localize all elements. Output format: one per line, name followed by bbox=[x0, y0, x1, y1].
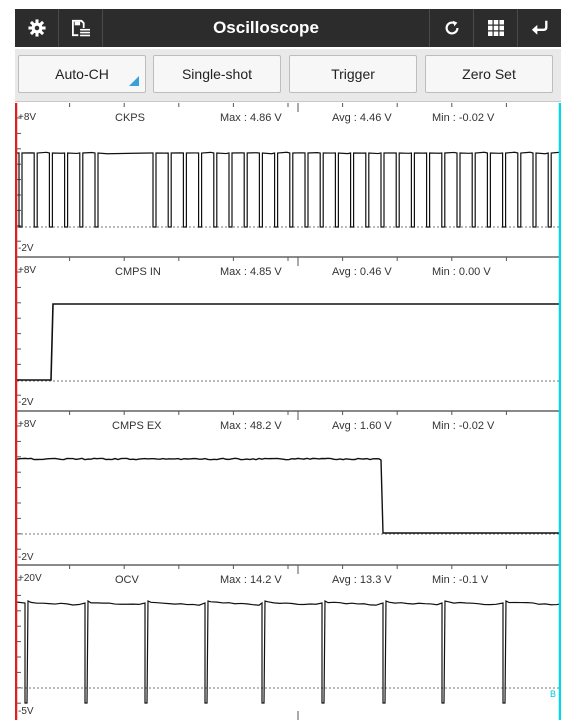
ch3-name: CMPS EX bbox=[112, 420, 162, 432]
cursor-b-label: B bbox=[550, 689, 557, 699]
ch2-min: Min : 0.00 V bbox=[432, 266, 491, 278]
ch3-avg: Avg : 1.60 V bbox=[332, 420, 392, 432]
save-button[interactable] bbox=[59, 9, 103, 47]
ch3-bottom-scale: -2V bbox=[18, 552, 34, 563]
zero-set-label: Zero Set bbox=[462, 66, 516, 82]
scope-area[interactable] bbox=[15, 103, 561, 720]
ch2-bottom-scale: -2V bbox=[18, 397, 34, 408]
ch2-max: Max : 4.85 V bbox=[220, 266, 282, 278]
auto-ch-button[interactable] bbox=[18, 55, 146, 93]
refresh-icon bbox=[443, 19, 461, 37]
ch3-max: Max : 48.2 V bbox=[220, 420, 282, 432]
back-button[interactable] bbox=[517, 9, 561, 47]
ch3-min: Min : -0.02 V bbox=[432, 420, 495, 432]
ch4-avg: Avg : 13.3 V bbox=[332, 574, 392, 586]
ch4-top-scale: +20V bbox=[18, 573, 42, 584]
ch2-top-scale: +8V bbox=[18, 265, 37, 276]
ch1-min: Min : -0.02 V bbox=[432, 112, 495, 124]
ch2-cmps-in-waveform bbox=[16, 304, 560, 380]
grid-button[interactable] bbox=[473, 9, 517, 47]
zero-baselines bbox=[17, 227, 559, 688]
title-bar bbox=[15, 9, 561, 47]
ch2-name: CMPS IN bbox=[115, 266, 161, 278]
ch4-name: OCV bbox=[115, 574, 139, 586]
auto-ch-label: Auto-CH bbox=[55, 66, 109, 82]
grid-icon bbox=[487, 19, 505, 37]
ch4-max: Max : 14.2 V bbox=[220, 574, 282, 586]
ch3-top-scale: +8V bbox=[18, 419, 37, 430]
control-button-row bbox=[15, 49, 561, 102]
scope-svg[interactable] bbox=[15, 103, 561, 720]
back-arrow-icon bbox=[530, 19, 550, 37]
gear-icon bbox=[28, 19, 46, 37]
single-shot-label: Single-shot bbox=[181, 66, 253, 82]
trigger-label: Trigger bbox=[331, 66, 375, 82]
page-title: Oscilloscope bbox=[213, 18, 319, 37]
ch1-top-scale: +8V bbox=[18, 112, 37, 123]
ch2-avg: Avg : 0.46 V bbox=[332, 266, 392, 278]
dropdown-corner-icon bbox=[129, 76, 139, 86]
ch1-avg: Avg : 4.46 V bbox=[332, 112, 392, 124]
refresh-button[interactable] bbox=[429, 9, 473, 47]
zero-set-button[interactable] bbox=[425, 55, 553, 93]
ch4-min: Min : -0.1 V bbox=[432, 574, 489, 586]
ch1-bottom-scale: -2V bbox=[18, 243, 34, 254]
ch3-cmps-ex-waveform bbox=[16, 458, 560, 533]
ch1-ckps-waveform bbox=[16, 152, 560, 227]
ch1-name: CKPS bbox=[115, 112, 145, 124]
trigger-button[interactable] bbox=[289, 55, 417, 93]
save-list-icon bbox=[71, 19, 91, 37]
ch1-max: Max : 4.86 V bbox=[220, 112, 282, 124]
settings-button[interactable] bbox=[15, 9, 59, 47]
single-shot-button[interactable] bbox=[153, 55, 281, 93]
ch4-bottom-scale: -5V bbox=[18, 706, 34, 717]
